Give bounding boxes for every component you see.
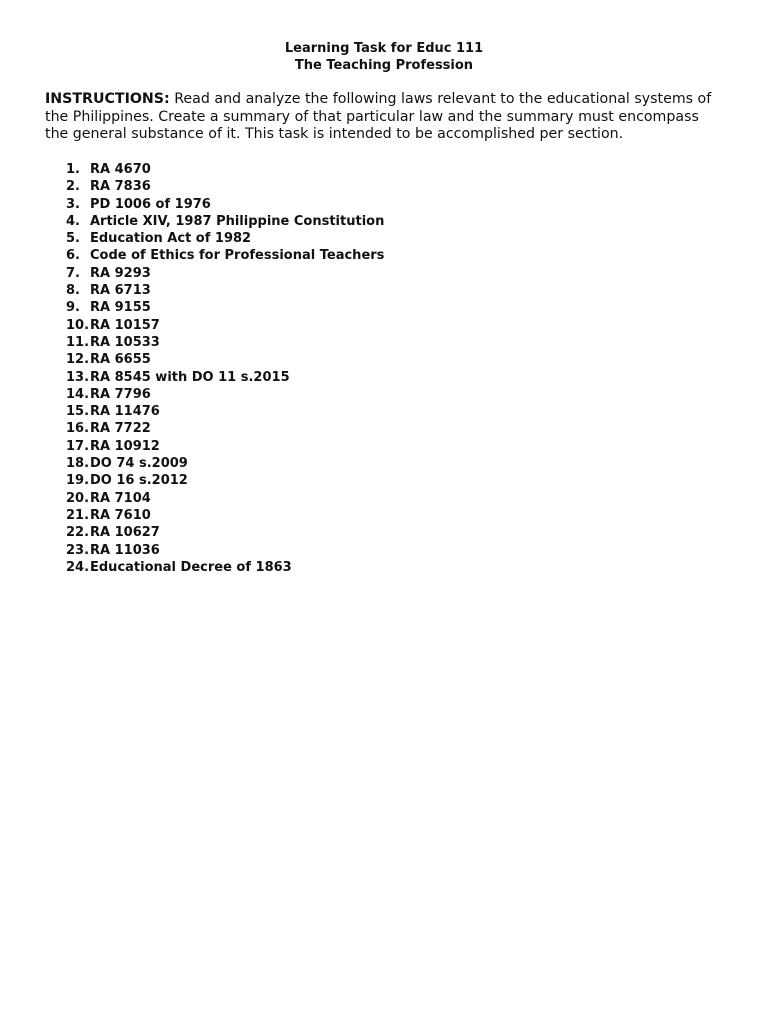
list-item-text: Educational Decree of 1863 [90,559,292,575]
list-item-text: DO 74 s.2009 [90,456,188,472]
list-item-text: RA 6655 [90,352,151,368]
list-item-number: 18. [66,456,90,472]
list-item-number: 10. [66,317,90,333]
list-item-number: 17. [66,438,90,454]
list-item-number: 14. [66,386,90,402]
list-item-text: RA 10627 [90,525,160,541]
list-item-text: RA 10533 [90,334,160,350]
list-item-number: 15. [66,404,90,420]
instructions-paragraph [45,91,725,144]
list-item-number: 6. [66,248,80,264]
title-line-1: Learning Task for Educ 111 [284,41,484,56]
list-item [66,542,384,559]
list-item-number: 7. [66,265,80,281]
list-item [66,161,384,178]
list-item-text: DO 16 s.2012 [90,473,188,489]
list-item-text: RA 4670 [90,162,151,177]
list-item [66,524,384,541]
list-item [66,178,384,195]
list-item-number: 20. [66,490,90,506]
list-item-number: 23. [66,542,90,558]
list-item-text: RA 7610 [90,507,151,523]
list-item-text: RA 9155 [90,300,151,316]
list-item-text: RA 10912 [90,438,160,454]
list-item-text: RA 7104 [90,490,151,506]
title-line-2: The Teaching Profession [294,58,474,73]
list-item [66,213,384,230]
list-item [66,196,384,213]
list-item [66,490,384,507]
list-item [66,317,384,334]
list-item-number: 1. [66,162,80,177]
list-item-number: 24. [66,559,90,575]
list-item-number: 8. [66,283,80,299]
list-item-number: 12. [66,352,90,368]
list-item [66,369,384,386]
list-item [66,559,384,576]
list-item-text: Education Act of 1982 [90,231,252,247]
instructions-label: INSTRUCTIONS: [45,91,170,107]
list-item-number: 5. [66,231,80,247]
list-item-text: Code of Ethics for Professional Teachers [90,248,385,264]
list-item-number: 11. [66,334,90,350]
document-title [0,40,768,74]
list-item-text: RA 11476 [90,404,160,420]
list-item [66,386,384,403]
list-item-number: 9. [66,300,80,316]
list-item-number: 13. [66,369,90,385]
list-item [66,472,384,489]
list-item-text: RA 9293 [90,265,151,281]
list-item-text: RA 7836 [90,179,151,195]
list-item [66,403,384,420]
list-item-text: RA 10157 [90,317,160,333]
task-list [66,161,384,576]
list-item-text: RA 11036 [90,542,160,558]
list-item-number: 16. [66,421,90,437]
list-item-number: 22. [66,525,90,541]
list-item-text: RA 6713 [90,283,151,299]
list-item [66,455,384,472]
list-item-number: 4. [66,213,80,229]
list-item-number: 21. [66,507,90,523]
list-item-text: RA 7722 [90,421,151,437]
list-item [66,420,384,437]
list-item-text: RA 7796 [90,386,151,402]
list-item [66,265,384,282]
list-item [66,438,384,455]
list-item [66,351,384,368]
list-item-text: PD 1006 of 1976 [90,196,211,212]
list-item [66,334,384,351]
list-item [66,247,384,264]
instructions-text: Read and analyze the following laws relevant to the educational systems of the Philippines. Create a summary of that particular law and the summary must encompass the general substance of it. This task is intended to be accomplished per section. [45,91,712,142]
list-item-number: 2. [66,179,80,195]
list-item [66,282,384,299]
list-item [66,299,384,316]
list-item-text: Article XIV, 1987 Philippine Constitution [90,213,385,229]
list-item-number: 3. [66,196,80,212]
list-item [66,507,384,524]
list-item-number: 19. [66,473,90,489]
list-item-text: RA 8545 with DO 11 s.2015 [90,369,290,385]
list-item [66,230,384,247]
